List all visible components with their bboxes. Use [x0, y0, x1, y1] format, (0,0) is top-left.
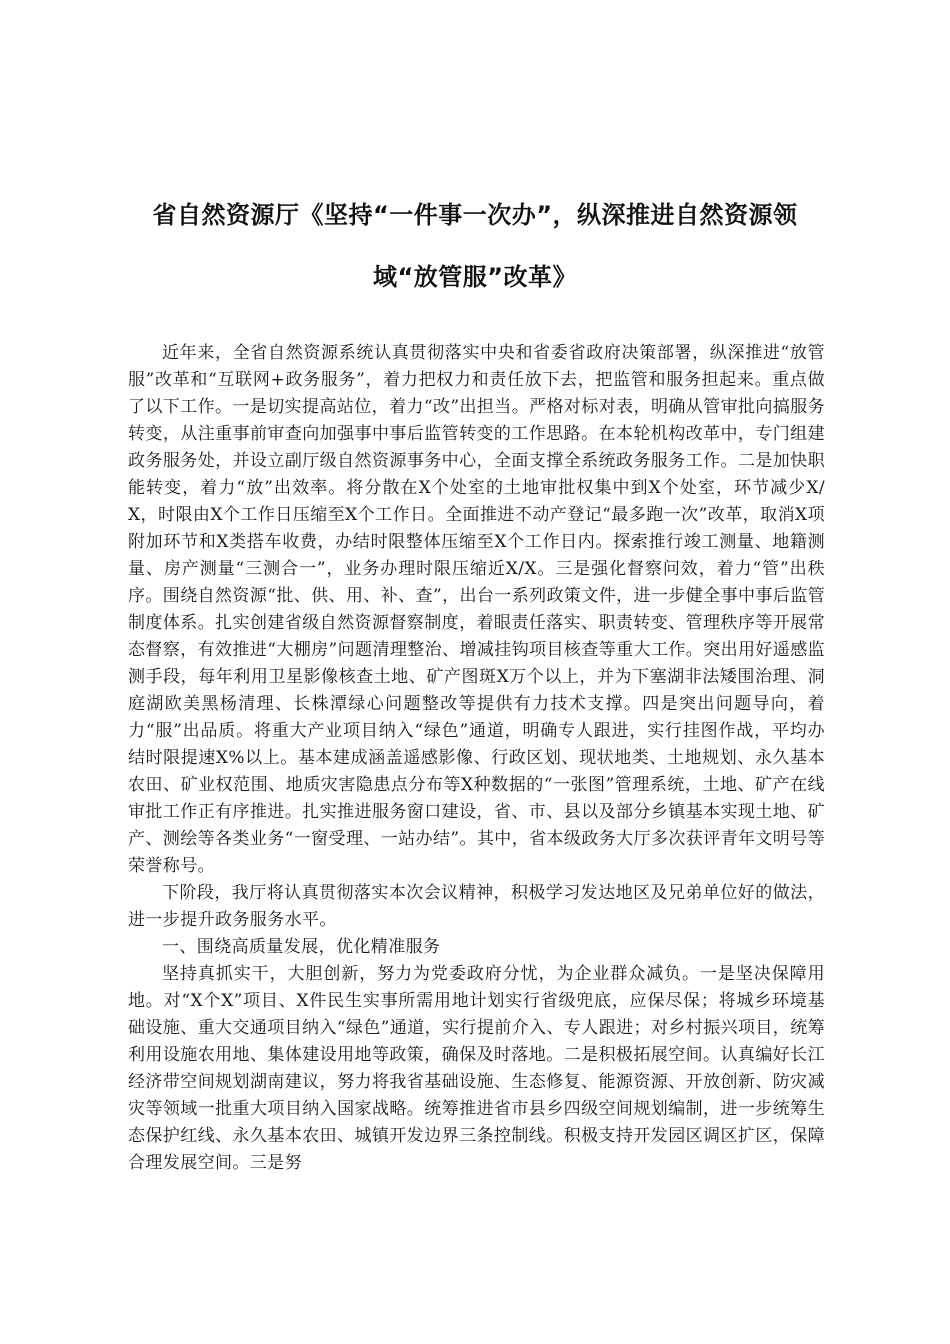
document-body [128, 340, 825, 1177]
title-line-2: 域“放管服”改革》 [372, 263, 578, 292]
paragraph-section-1: 坚持真抓实干，大胆创新，努力为党委政府分忧，为企业群众减负。一是坚决保障用地。对“X个X”项目、X件民生实事所需用地计划实行省级兜底，应保尽保；将城乡环境基础设施、重大交通项目纳入“绿色”通道，实行提前介入、专人跟进；对乡村振兴项目，统筹利用设施农用地、集体建设用地等政策，确保及时落地。二是积极拓展空间。认真编好长江经济带空间规划湖南建议，努力将我省基础设施、生态修复、能源资源、开放创新、防灾减灾等领域一批重大项目纳入国家战略。统筹推进省市县乡四级空间规划编制，进一步统筹生态保护红线、永久基本农田、城镇开发边界三条控制线。积极支持开发园区调区扩区，保障合理发展空间。三是努 [128, 964, 825, 1173]
title-line-1: 省自然资源厅《坚持“一件事一次办”，纵深推进自然资源领 [152, 201, 798, 230]
document-title [120, 184, 830, 308]
paragraph-next-stage: 下阶段，我厅将认真贯彻落实本次会议精神，积极学习发达地区及兄弟单位好的做法，进一步提升政务服务水平。 [128, 883, 825, 930]
paragraph-intro: 近年来，全省自然资源系统认真贯彻落实中央和省委省政府决策部署，纵深推进“放管服”改革和“互联网+政务服务”，着力把权力和责任放下去，把监管和服务担起来。重点做了以下工作。一是切实提高站位，着力“改”出担当。严格对标对表，明确从管审批向搞服务转变，从注重事前审查向加强事中事后监管转变的工作思路。在本轮机构改革中，专门组建政务服务处，并设立副厅级自然资源事务中心，全面支撑全系统政务服务工作。二是加快职能转变，着力“放”出效率。将分散在X个处室的土地审批权集中到X个处室，环节减少X/X，时限由X个工作日压缩至X个工作日。全面推进不动产登记“最多跑一次”改革，取消X项附加环节和X类搭车收费，办结时限整体压缩至X个工作日内。探索推行竣工测量、地籍测量、房产测量“三测合一”，业务办理时限压缩近X/X。三是强化督察问效，着力“管”出秩序。围绕自然资源“批、供、用、补、查”，出台一系列政策文件，进一步健全事中事后监管制度体系。扎实创建省级自然资源督察制度，着眼责任落实、职责转变、管理秩序等开展常态督察，有效推进“大棚房”问题清理整治、增减挂钩项目核查等重大工作。突出用好遥感监测手段，每年利用卫星影像核查土地、矿产图斑X万个以上，并为下塞湖非法矮围治理、洞庭湖欧美黑杨清理、长株潭绿心问题整改等提供有力技术支撑。四是突出问题导向，着力“服”出品质。将重大产业项目纳入“绿色”通道，明确专人跟进，实行挂图作战，平均办结时限提速X%以上。基本建成涵盖遥感影像、行政区划、现状地类、土地规划、永久基本农田、矿业权范围、地质灾害隐患点分布等X种数据的“一张图”管理系统，土地、矿产在线审批工作正有序推进。扎实推进服务窗口建设，省、市、县以及部分乡镇基本实现土地、矿产、测绘等各类业务“一窗受理、一站办结”。其中，省本级政务大厅多次获评青年文明号等荣誉称号。 [128, 343, 825, 876]
section-heading-1: 一、围绕高质量发展，优化精准服务 [162, 937, 441, 957]
